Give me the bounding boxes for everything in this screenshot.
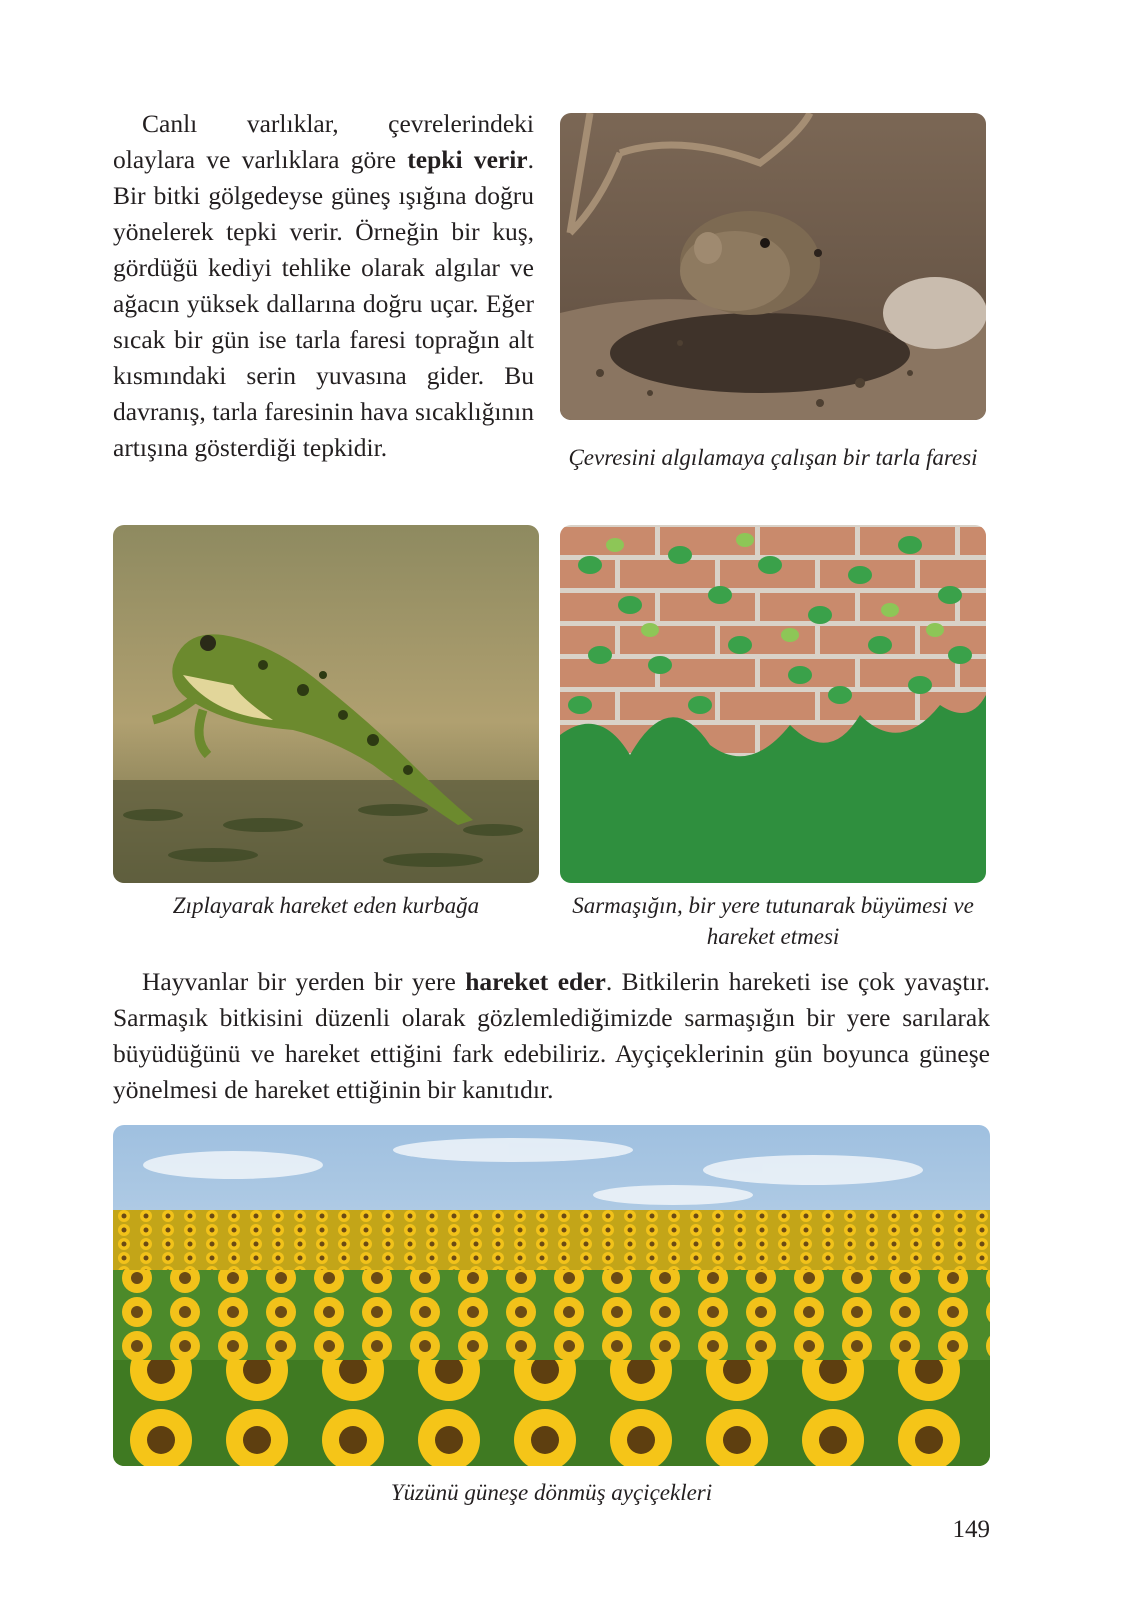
movement-paragraph: Hayvanlar bir yerden bir yere hareket eder. Bitkilerin hareketi ise çok yavaştır. Sarmaşık bitkisini düzenli olarak gözlemlediğimizde sarmaşığın bir yere sarılarak büyüdüğünü ve hareket ettiğini fark edebiliriz. Ayçiçeklerinin gün boyunca güneşe yönelmesi de hareket ettiğinin bir kanıtıdır. <box>113 967 990 1104</box>
sunflower-caption: Yüzünü güneşe dönmüş ayçiçekleri <box>390 1480 713 1505</box>
keyword-hareket-eder: hareket eder <box>465 967 606 996</box>
field-mouse-photo <box>560 113 986 420</box>
frog-caption: Zıplayarak hareket eden kurbağa <box>172 893 480 918</box>
keyword-tepki-verir: tepki verir <box>407 145 528 174</box>
intro-paragraph: Canlı varlıklar, çevrelerindeki olaylara ve varlıklara göre tepki verir. Bir bitki gölgedeyse güneş ışığına doğru yönelerek tepki verir. Örneğin bir kuş, gördüğü kediyi tehlike olarak algılar ve ağacın yüksek dallarına doğru uçar. Eğer sıcak bir gün ise tarla faresi toprağın alt kısmındaki serin yuvasına gider. Bu davranış, tarla faresinin hava sıcaklığının artışına gösterdiği tepkidir. <box>113 109 534 462</box>
ivy-caption <box>556 890 990 952</box>
ivy-caption-line1: Sarmaşığın, bir yere tutunarak büyümesi ve <box>572 893 974 918</box>
ivy-photo <box>560 525 986 883</box>
ivy-caption-line2: hareket etmesi <box>706 924 840 949</box>
page-number: 149 <box>952 1516 990 1543</box>
frog-photo <box>113 525 539 883</box>
mouse-caption: Çevresini algılamaya çalışan bir tarla faresi <box>568 445 978 470</box>
sunflower-field-photo <box>113 1125 990 1466</box>
